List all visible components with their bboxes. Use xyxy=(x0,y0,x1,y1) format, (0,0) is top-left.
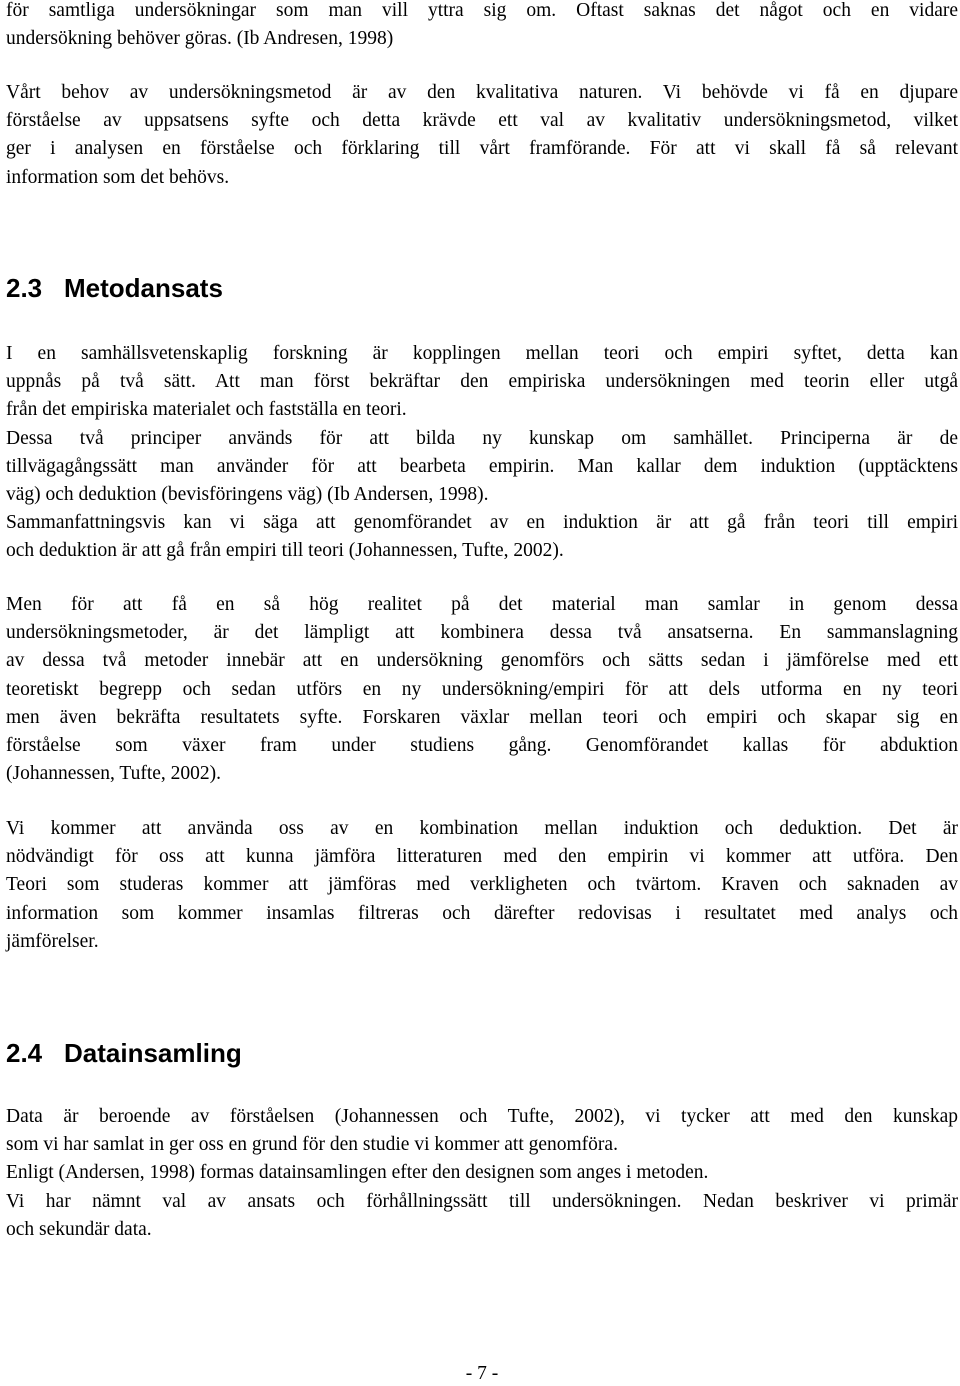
paragraph-method-need xyxy=(6,79,958,192)
text-line: information som det behövs. xyxy=(6,166,230,188)
paragraph-data-collection xyxy=(6,1103,958,1244)
section-title: Datainsamling xyxy=(64,1038,242,1068)
text-line: och deduktion är att gå från empiri till teori (Johannessen, Tufte, 2002). xyxy=(6,540,564,562)
text-line: Men för att få en så hög realitet på det material man samlar in genom dessa xyxy=(6,594,958,615)
text-line: ger i analysen en förståelse och förklaring till vårt framförande. För att vi skall få så relevant xyxy=(6,138,958,160)
paragraph-theory-empiri xyxy=(6,340,958,566)
text-line: från det empiriska materialet och fastställa en teori. xyxy=(6,399,407,421)
text-line: (Johannessen, Tufte, 2002). xyxy=(6,763,222,785)
text-line: Enligt (Andersen, 1998) formas datainsamlingen efter den designen som anges i metoden. xyxy=(6,1162,709,1184)
text-line: Vi har nämnt val av ansats och förhållningssätt till undersökningen. Nedan beskriver vi primär xyxy=(6,1190,958,1212)
paragraph-intro-continuation xyxy=(6,0,958,53)
text-line: I en samhällsvetenskaplig forskning är kopplingen mellan teori och empiri syftet, detta kan xyxy=(6,343,958,364)
text-line: teoretiskt begrepp och sedan utförs en ny undersökning/empiri för att dels utforma en ny teori xyxy=(6,678,958,700)
text-line: men även bekräfta resultatets syfte. Forskaren växlar mellan teori och empiri och skapar sig en xyxy=(6,706,958,728)
text-line: Sammanfattningsvis kan vi säga att genomförandet av en induktion är att gå från teori till empiri xyxy=(6,512,958,534)
text-line: väg) och deduktion (bevisföringens väg) (Ib Andersen, 1998). xyxy=(6,484,489,506)
text-line: Teori som studeras kommer att jämföras med verkligheten och tvärtom. Kraven och saknaden av xyxy=(6,874,958,896)
text-line: information som kommer insamlas filtreras och därefter redovisas i resultatet med analys och xyxy=(6,902,958,924)
paragraph-abduktion xyxy=(6,591,958,788)
text-line: undersökning behöver göras. (Ib Andresen, 1998) xyxy=(6,28,394,50)
section-title: Metodansats xyxy=(64,273,223,303)
section-number: 2.3 xyxy=(6,273,43,303)
section-heading-datainsamling xyxy=(6,1038,242,1068)
page-number: - 7 - xyxy=(465,1363,499,1384)
section-heading-metodansats xyxy=(6,273,223,303)
text-line: förståelse som växer fram under studiens gång. Genomförandet kallas för abduktion xyxy=(6,735,958,757)
text-line: jämförelser. xyxy=(6,930,99,952)
paragraph-combination xyxy=(6,815,958,956)
text-line: Vi kommer att använda oss av en kombination mellan induktion och deduktion. Det är xyxy=(6,818,958,839)
text-line: för samtliga undersökningar som man vill yttra sig om. Oftast saknas det något och en vidare xyxy=(6,0,958,21)
section-number: 2.4 xyxy=(6,1038,43,1068)
text-line: av dessa två metoder innebär att en undersökning genomförs och sätts sedan i jämförelse med ett xyxy=(6,650,958,672)
text-line: Vårt behov av undersökningsmetod är av den kvalitativa naturen. Vi behövde vi få en djupare xyxy=(6,82,958,103)
text-line: tillvägagångssätt man använder för att bearbeta empirin. Man kallar dem induktion (upptäcktens xyxy=(6,455,958,477)
text-line: som vi har samlat in ger oss en grund för den studie vi kommer att genomföra. xyxy=(6,1134,618,1156)
text-line: och sekundär data. xyxy=(6,1218,152,1240)
text-line: uppnås på två sätt. Att man först bekräftar den empiriska undersökningen med teorin eller utgå xyxy=(6,371,958,393)
text-line: Dessa två principer används för att bilda ny kunskap om samhället. Principerna är de xyxy=(6,427,958,449)
text-line: nödvändigt för oss att kunna jämföra litteraturen med den empirin vi kommer att utföra. Den xyxy=(6,846,958,868)
text-line: förståelse av uppsatsens syfte och detta krävde ett val av kvalitativ undersökningsmetod, vilket xyxy=(6,110,958,132)
text-line: Data är beroende av förståelsen (Johannessen och Tufte, 2002), vi tycker att med den kunskap xyxy=(6,1106,958,1127)
document-page xyxy=(6,0,958,1385)
text-line: undersökningsmetoder, är det lämpligt att kombinera dessa två ansatserna. En sammanslagning xyxy=(6,622,958,644)
